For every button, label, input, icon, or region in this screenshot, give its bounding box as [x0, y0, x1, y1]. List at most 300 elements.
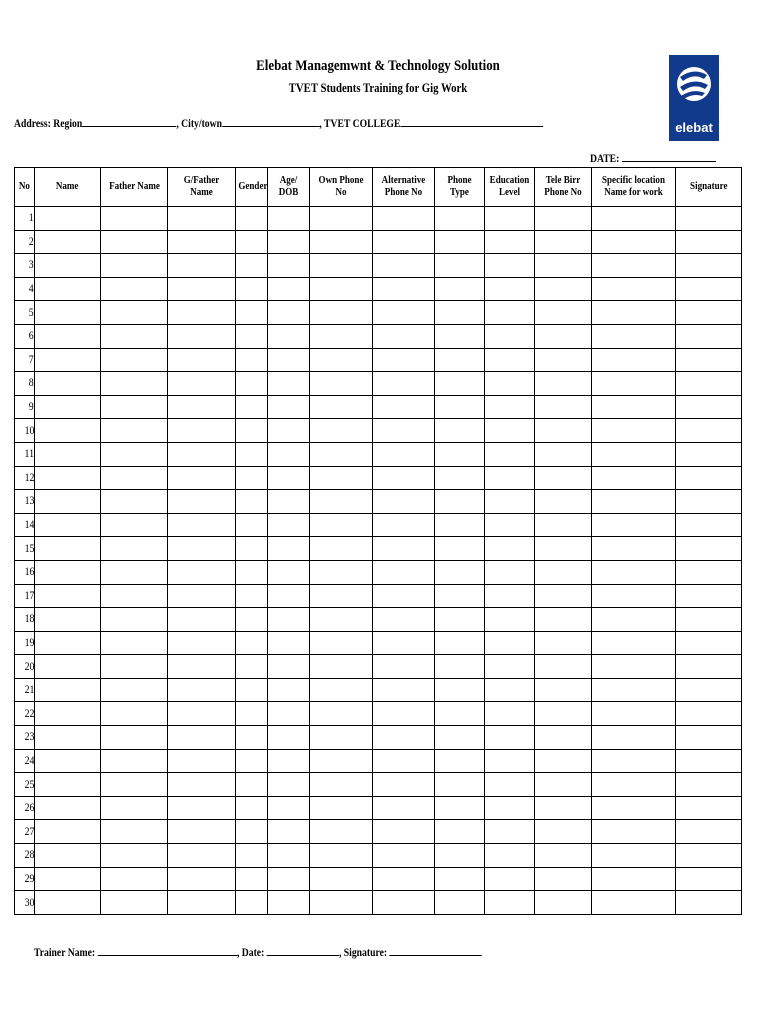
entry-cell[interactable] [485, 891, 535, 915]
entry-cell[interactable] [168, 466, 236, 490]
entry-cell[interactable] [310, 207, 373, 231]
entry-cell[interactable] [101, 490, 168, 514]
entry-cell[interactable] [592, 678, 676, 702]
entry-cell[interactable] [435, 277, 485, 301]
entry-cell[interactable] [35, 372, 101, 396]
entry-cell[interactable] [101, 891, 168, 915]
entry-cell[interactable] [310, 513, 373, 537]
entry-cell[interactable] [676, 560, 742, 584]
entry-cell[interactable] [236, 844, 268, 868]
entry-cell[interactable] [592, 584, 676, 608]
entry-cell[interactable] [485, 207, 535, 231]
entry-cell[interactable] [268, 702, 310, 726]
entry-cell[interactable] [35, 254, 101, 278]
entry-cell[interactable] [535, 324, 592, 348]
entry-cell[interactable] [310, 230, 373, 254]
entry-cell[interactable] [35, 395, 101, 419]
entry-cell[interactable] [485, 254, 535, 278]
entry-cell[interactable] [435, 773, 485, 797]
entry-cell[interactable] [485, 442, 535, 466]
entry-cell[interactable] [236, 324, 268, 348]
entry-cell[interactable] [310, 820, 373, 844]
entry-cell[interactable] [236, 584, 268, 608]
entry-cell[interactable] [373, 207, 435, 231]
entry-cell[interactable] [435, 442, 485, 466]
entry-cell[interactable] [373, 324, 435, 348]
entry-cell[interactable] [676, 726, 742, 750]
entry-cell[interactable] [435, 796, 485, 820]
entry-cell[interactable] [485, 702, 535, 726]
entry-cell[interactable] [535, 891, 592, 915]
entry-cell[interactable] [535, 631, 592, 655]
entry-cell[interactable] [592, 844, 676, 868]
entry-cell[interactable] [373, 678, 435, 702]
entry-cell[interactable] [310, 867, 373, 891]
entry-cell[interactable] [101, 608, 168, 632]
entry-cell[interactable] [236, 820, 268, 844]
entry-cell[interactable] [310, 254, 373, 278]
entry-cell[interactable] [101, 749, 168, 773]
entry-cell[interactable] [236, 702, 268, 726]
entry-cell[interactable] [373, 537, 435, 561]
entry-cell[interactable] [535, 537, 592, 561]
entry-cell[interactable] [676, 230, 742, 254]
entry-cell[interactable] [435, 867, 485, 891]
entry-cell[interactable] [535, 608, 592, 632]
entry-cell[interactable] [268, 466, 310, 490]
entry-cell[interactable] [676, 348, 742, 372]
entry-cell[interactable] [592, 608, 676, 632]
entry-cell[interactable] [535, 867, 592, 891]
entry-cell[interactable] [310, 678, 373, 702]
entry-cell[interactable] [101, 419, 168, 443]
entry-cell[interactable] [236, 537, 268, 561]
entry-cell[interactable] [592, 820, 676, 844]
entry-cell[interactable] [268, 395, 310, 419]
entry-cell[interactable] [485, 749, 535, 773]
entry-cell[interactable] [676, 655, 742, 679]
entry-cell[interactable] [101, 348, 168, 372]
entry-cell[interactable] [373, 584, 435, 608]
entry-cell[interactable] [268, 584, 310, 608]
entry-cell[interactable] [676, 608, 742, 632]
entry-cell[interactable] [35, 608, 101, 632]
entry-cell[interactable] [236, 773, 268, 797]
entry-cell[interactable] [373, 773, 435, 797]
entry-cell[interactable] [676, 773, 742, 797]
entry-cell[interactable] [676, 372, 742, 396]
entry-cell[interactable] [435, 891, 485, 915]
entry-cell[interactable] [535, 254, 592, 278]
entry-cell[interactable] [535, 277, 592, 301]
entry-cell[interactable] [676, 490, 742, 514]
entry-cell[interactable] [676, 301, 742, 325]
entry-cell[interactable] [373, 844, 435, 868]
entry-cell[interactable] [485, 372, 535, 396]
entry-cell[interactable] [236, 442, 268, 466]
entry-cell[interactable] [373, 796, 435, 820]
entry-cell[interactable] [168, 891, 236, 915]
entry-cell[interactable] [485, 324, 535, 348]
entry-cell[interactable] [435, 537, 485, 561]
entry-cell[interactable] [435, 584, 485, 608]
entry-cell[interactable] [485, 348, 535, 372]
entry-cell[interactable] [435, 254, 485, 278]
entry-cell[interactable] [268, 324, 310, 348]
entry-cell[interactable] [592, 655, 676, 679]
entry-cell[interactable] [373, 419, 435, 443]
entry-cell[interactable] [592, 702, 676, 726]
entry-cell[interactable] [592, 230, 676, 254]
entry-cell[interactable] [592, 891, 676, 915]
entry-cell[interactable] [535, 820, 592, 844]
entry-cell[interactable] [236, 631, 268, 655]
entry-cell[interactable] [101, 584, 168, 608]
entry-cell[interactable] [35, 324, 101, 348]
entry-cell[interactable] [485, 466, 535, 490]
entry-cell[interactable] [676, 324, 742, 348]
entry-cell[interactable] [268, 726, 310, 750]
entry-cell[interactable] [435, 702, 485, 726]
entry-cell[interactable] [373, 891, 435, 915]
entry-cell[interactable] [676, 631, 742, 655]
entry-cell[interactable] [435, 230, 485, 254]
entry-cell[interactable] [101, 631, 168, 655]
entry-cell[interactable] [535, 419, 592, 443]
entry-cell[interactable] [268, 773, 310, 797]
entry-cell[interactable] [592, 466, 676, 490]
entry-cell[interactable] [268, 867, 310, 891]
entry-cell[interactable] [310, 372, 373, 396]
entry-cell[interactable] [373, 631, 435, 655]
entry-cell[interactable] [168, 796, 236, 820]
entry-cell[interactable] [535, 395, 592, 419]
entry-cell[interactable] [101, 726, 168, 750]
entry-cell[interactable] [35, 419, 101, 443]
entry-cell[interactable] [592, 442, 676, 466]
entry-cell[interactable] [168, 631, 236, 655]
entry-cell[interactable] [373, 867, 435, 891]
entry-cell[interactable] [676, 513, 742, 537]
entry-cell[interactable] [310, 419, 373, 443]
entry-cell[interactable] [35, 891, 101, 915]
entry-cell[interactable] [236, 560, 268, 584]
entry-cell[interactable] [435, 513, 485, 537]
entry-cell[interactable] [676, 442, 742, 466]
entry-cell[interactable] [101, 207, 168, 231]
entry-cell[interactable] [236, 796, 268, 820]
entry-cell[interactable] [168, 324, 236, 348]
entry-cell[interactable] [373, 726, 435, 750]
entry-cell[interactable] [535, 442, 592, 466]
entry-cell[interactable] [435, 348, 485, 372]
entry-cell[interactable] [592, 513, 676, 537]
entry-cell[interactable] [485, 560, 535, 584]
entry-cell[interactable] [485, 301, 535, 325]
entry-cell[interactable] [168, 844, 236, 868]
entry-cell[interactable] [676, 584, 742, 608]
entry-cell[interactable] [485, 726, 535, 750]
entry-cell[interactable] [268, 301, 310, 325]
entry-cell[interactable] [485, 513, 535, 537]
entry-cell[interactable] [101, 230, 168, 254]
entry-cell[interactable] [373, 490, 435, 514]
entry-cell[interactable] [35, 560, 101, 584]
entry-cell[interactable] [485, 844, 535, 868]
entry-cell[interactable] [236, 655, 268, 679]
entry-cell[interactable] [268, 254, 310, 278]
entry-cell[interactable] [373, 466, 435, 490]
entry-cell[interactable] [236, 608, 268, 632]
entry-cell[interactable] [168, 490, 236, 514]
entry-cell[interactable] [435, 820, 485, 844]
entry-cell[interactable] [101, 395, 168, 419]
entry-cell[interactable] [168, 395, 236, 419]
entry-cell[interactable] [168, 277, 236, 301]
entry-cell[interactable] [535, 301, 592, 325]
entry-cell[interactable] [310, 442, 373, 466]
entry-cell[interactable] [268, 560, 310, 584]
entry-cell[interactable] [535, 560, 592, 584]
entry-cell[interactable] [592, 749, 676, 773]
entry-cell[interactable] [310, 324, 373, 348]
entry-cell[interactable] [435, 419, 485, 443]
entry-cell[interactable] [236, 372, 268, 396]
entry-cell[interactable] [268, 537, 310, 561]
entry-cell[interactable] [676, 254, 742, 278]
entry-cell[interactable] [485, 608, 535, 632]
entry-cell[interactable] [236, 726, 268, 750]
entry-cell[interactable] [101, 678, 168, 702]
entry-cell[interactable] [101, 655, 168, 679]
entry-cell[interactable] [168, 230, 236, 254]
entry-cell[interactable] [35, 442, 101, 466]
entry-cell[interactable] [168, 254, 236, 278]
entry-cell[interactable] [373, 608, 435, 632]
entry-cell[interactable] [485, 796, 535, 820]
entry-cell[interactable] [310, 749, 373, 773]
entry-cell[interactable] [435, 726, 485, 750]
entry-cell[interactable] [535, 726, 592, 750]
entry-cell[interactable] [373, 655, 435, 679]
entry-cell[interactable] [35, 773, 101, 797]
entry-cell[interactable] [373, 442, 435, 466]
entry-cell[interactable] [101, 537, 168, 561]
entry-cell[interactable] [101, 466, 168, 490]
entry-cell[interactable] [35, 844, 101, 868]
entry-cell[interactable] [310, 796, 373, 820]
entry-cell[interactable] [435, 395, 485, 419]
entry-cell[interactable] [592, 726, 676, 750]
entry-cell[interactable] [485, 419, 535, 443]
entry-cell[interactable] [101, 277, 168, 301]
entry-cell[interactable] [236, 348, 268, 372]
entry-cell[interactable] [268, 655, 310, 679]
entry-cell[interactable] [236, 277, 268, 301]
entry-cell[interactable] [35, 796, 101, 820]
entry-cell[interactable] [485, 867, 535, 891]
entry-cell[interactable] [35, 867, 101, 891]
entry-cell[interactable] [592, 490, 676, 514]
entry-cell[interactable] [435, 631, 485, 655]
entry-cell[interactable] [168, 820, 236, 844]
entry-cell[interactable] [35, 207, 101, 231]
entry-cell[interactable] [236, 419, 268, 443]
entry-cell[interactable] [236, 230, 268, 254]
entry-cell[interactable] [268, 844, 310, 868]
entry-cell[interactable] [168, 726, 236, 750]
entry-cell[interactable] [592, 324, 676, 348]
entry-cell[interactable] [310, 702, 373, 726]
entry-cell[interactable] [535, 513, 592, 537]
entry-cell[interactable] [435, 466, 485, 490]
entry-cell[interactable] [236, 254, 268, 278]
entry-cell[interactable] [268, 678, 310, 702]
entry-cell[interactable] [168, 560, 236, 584]
entry-cell[interactable] [236, 678, 268, 702]
entry-cell[interactable] [310, 631, 373, 655]
entry-cell[interactable] [101, 513, 168, 537]
entry-cell[interactable] [101, 324, 168, 348]
entry-cell[interactable] [435, 608, 485, 632]
entry-cell[interactable] [168, 655, 236, 679]
entry-cell[interactable] [168, 584, 236, 608]
entry-cell[interactable] [535, 796, 592, 820]
entry-cell[interactable] [310, 584, 373, 608]
entry-cell[interactable] [373, 254, 435, 278]
entry-cell[interactable] [373, 230, 435, 254]
entry-cell[interactable] [268, 277, 310, 301]
entry-cell[interactable] [373, 277, 435, 301]
entry-cell[interactable] [592, 277, 676, 301]
entry-cell[interactable] [592, 419, 676, 443]
entry-cell[interactable] [268, 230, 310, 254]
entry-cell[interactable] [168, 513, 236, 537]
entry-cell[interactable] [535, 230, 592, 254]
entry-cell[interactable] [592, 348, 676, 372]
entry-cell[interactable] [676, 466, 742, 490]
entry-cell[interactable] [168, 419, 236, 443]
entry-cell[interactable] [373, 301, 435, 325]
entry-cell[interactable] [168, 702, 236, 726]
entry-cell[interactable] [35, 537, 101, 561]
entry-cell[interactable] [535, 844, 592, 868]
entry-cell[interactable] [310, 301, 373, 325]
entry-cell[interactable] [101, 702, 168, 726]
entry-cell[interactable] [268, 631, 310, 655]
entry-cell[interactable] [310, 537, 373, 561]
entry-cell[interactable] [236, 867, 268, 891]
entry-cell[interactable] [168, 678, 236, 702]
entry-cell[interactable] [236, 513, 268, 537]
entry-cell[interactable] [35, 513, 101, 537]
entry-cell[interactable] [310, 348, 373, 372]
entry-cell[interactable] [35, 678, 101, 702]
entry-cell[interactable] [676, 749, 742, 773]
entry-cell[interactable] [310, 891, 373, 915]
entry-cell[interactable] [535, 678, 592, 702]
entry-cell[interactable] [592, 560, 676, 584]
entry-cell[interactable] [168, 301, 236, 325]
entry-cell[interactable] [101, 796, 168, 820]
entry-cell[interactable] [535, 348, 592, 372]
entry-cell[interactable] [35, 277, 101, 301]
entry-cell[interactable] [268, 442, 310, 466]
entry-cell[interactable] [373, 348, 435, 372]
entry-cell[interactable] [168, 608, 236, 632]
entry-cell[interactable] [310, 773, 373, 797]
entry-cell[interactable] [676, 844, 742, 868]
entry-cell[interactable] [592, 372, 676, 396]
entry-cell[interactable] [535, 207, 592, 231]
entry-cell[interactable] [268, 207, 310, 231]
entry-cell[interactable] [35, 655, 101, 679]
entry-cell[interactable] [35, 301, 101, 325]
entry-cell[interactable] [35, 490, 101, 514]
entry-cell[interactable] [101, 372, 168, 396]
entry-cell[interactable] [310, 655, 373, 679]
entry-cell[interactable] [268, 419, 310, 443]
entry-cell[interactable] [435, 749, 485, 773]
entry-cell[interactable] [268, 608, 310, 632]
entry-cell[interactable] [485, 584, 535, 608]
entry-cell[interactable] [310, 608, 373, 632]
entry-cell[interactable] [535, 749, 592, 773]
entry-cell[interactable] [592, 796, 676, 820]
entry-cell[interactable] [168, 372, 236, 396]
entry-cell[interactable] [101, 442, 168, 466]
entry-cell[interactable] [268, 891, 310, 915]
entry-cell[interactable] [236, 891, 268, 915]
entry-cell[interactable] [168, 348, 236, 372]
entry-cell[interactable] [592, 773, 676, 797]
entry-cell[interactable] [268, 796, 310, 820]
entry-cell[interactable] [310, 277, 373, 301]
entry-cell[interactable] [168, 749, 236, 773]
entry-cell[interactable] [676, 419, 742, 443]
entry-cell[interactable] [676, 867, 742, 891]
entry-cell[interactable] [676, 891, 742, 915]
entry-cell[interactable] [373, 395, 435, 419]
entry-cell[interactable] [310, 726, 373, 750]
entry-cell[interactable] [268, 820, 310, 844]
entry-cell[interactable] [373, 820, 435, 844]
entry-cell[interactable] [435, 324, 485, 348]
entry-cell[interactable] [676, 678, 742, 702]
entry-cell[interactable] [268, 348, 310, 372]
entry-cell[interactable] [485, 537, 535, 561]
entry-cell[interactable] [373, 749, 435, 773]
entry-cell[interactable] [35, 631, 101, 655]
entry-cell[interactable] [310, 560, 373, 584]
entry-cell[interactable] [101, 844, 168, 868]
entry-cell[interactable] [101, 820, 168, 844]
entry-cell[interactable] [310, 395, 373, 419]
entry-cell[interactable] [592, 867, 676, 891]
entry-cell[interactable] [35, 820, 101, 844]
entry-cell[interactable] [101, 773, 168, 797]
entry-cell[interactable] [535, 584, 592, 608]
entry-cell[interactable] [676, 796, 742, 820]
entry-cell[interactable] [35, 702, 101, 726]
entry-cell[interactable] [101, 254, 168, 278]
entry-cell[interactable] [373, 702, 435, 726]
entry-cell[interactable] [168, 537, 236, 561]
entry-cell[interactable] [435, 678, 485, 702]
entry-cell[interactable] [236, 395, 268, 419]
entry-cell[interactable] [101, 560, 168, 584]
entry-cell[interactable] [268, 513, 310, 537]
